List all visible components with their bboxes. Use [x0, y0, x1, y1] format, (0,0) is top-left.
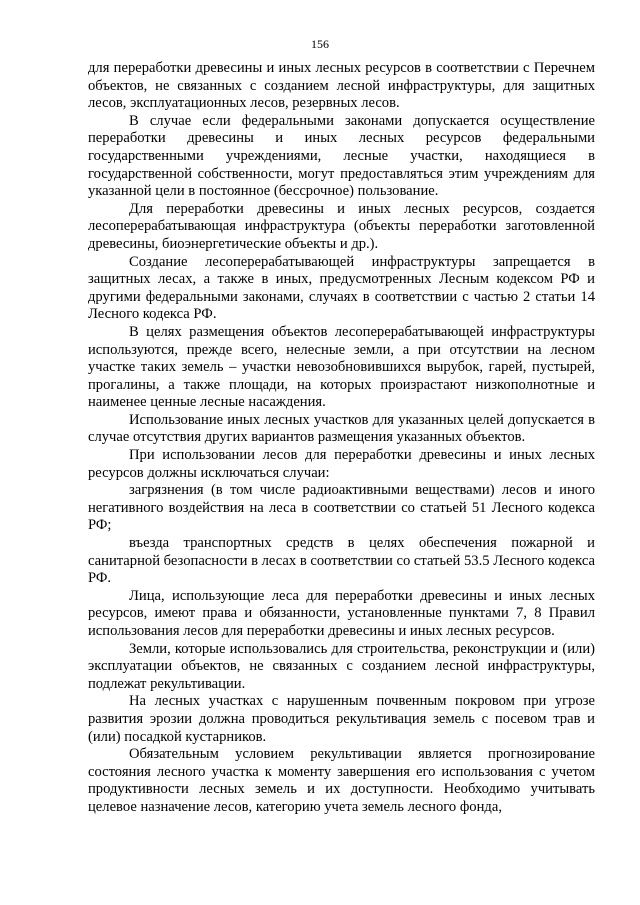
paragraph-federal-institutions: В случае если федеральными законами допускается осуществление переработки древесины и иных лесных ресурсов федеральными государственными учреждениями, лесные участки, находящиеся в государственной собственности, могут предоставляться этим учреждениям для указанной цели в постоянное (бессрочное) пользование.	[88, 112, 595, 200]
paragraph-recultivation-lands: Земли, которые использовались для строительства, реконструкции и (или) эксплуатации объектов, не связанных с созданием лесной инфраструктуры, подлежат рекультивации.	[88, 640, 595, 692]
paragraph-rights-obligations: Лица, использующие леса для переработки древесины и иных лесных ресурсов, имеют права и обязанности, установленные пунктами 7, 8 Правил использования лесов для переработки древесины и иных лесных ресурсов.	[88, 587, 595, 639]
paragraph-erosion-recultivation: На лесных участках с нарушенным почвенным покровом при угрозе развития эрозии должна проводиться рекультивация земель с посевом трав и (или) посадкой кустарников.	[88, 693, 595, 745]
paragraph-other-plots: Использование иных лесных участков для указанных целей допускается в случае отсутствия других вариантов размещения указанных объектов.	[88, 411, 595, 446]
paragraph-case-vehicles: въезда транспортных средств в целях обеспечения пожарной и санитарной безопасности в лесах в соответствии со статьей 53.5 Лесного кодекса РФ.	[88, 535, 595, 587]
paragraph-continuation: для переработки древесины и иных лесных ресурсов в соответствии с Перечнем объектов, не связанных с созданием лесной инфраструктуры, для защитных лесов, эксплуатационных лесов, резервных лесов.	[88, 60, 595, 112]
paragraph-case-pollution: загрязнения (в том числе радиоактивными веществами) лесов и иного негативного воздействия на леса в соответствии со статьей 51 Лесного кодекса РФ;	[88, 482, 595, 534]
paragraph-excluded-cases: При использовании лесов для переработки древесины и иных лесных ресурсов должны исключаться случаи:	[88, 447, 595, 481]
document-body	[88, 60, 595, 817]
paragraph-infrastructure-created: Для переработки древесины и иных лесных ресурсов, создается лесоперерабатывающая инфраструктура (объекты переработки заготовленной древесины, биоэнергетические объекты и др.).	[88, 200, 595, 252]
paragraph-placement-lands: В целях размещения объектов лесоперерабатывающей инфраструктуры используются, прежде всего, нелесные земли, а при отсутствии на лесном участке таких земель – участки невозобновившихся вырубок, гарей, пустырей, прогалины, а также площади, на которых произрастают низкополнотные и наименее ценные лесные насаждения.	[88, 323, 595, 411]
page-number: 156	[311, 37, 329, 51]
paragraph-infrastructure-prohibited: Создание лесоперерабатывающей инфраструктуры запрещается в защитных лесах, а также в иных, предусмотренных Лесным кодексом РФ и другими федеральными законами, случаях в соответствии с частью 2 статьи 14 Лесного кодекса РФ.	[88, 253, 595, 323]
paragraph-recultivation-condition: Обязательным условием рекультивации является прогнозирование состояния лесного участка к моменту завершения его использования с учетом продуктивности лесных земель и их доступности. Необходимо учитывать целевое назначение лесов, категорию учета земель лесного фонда,	[88, 746, 595, 815]
